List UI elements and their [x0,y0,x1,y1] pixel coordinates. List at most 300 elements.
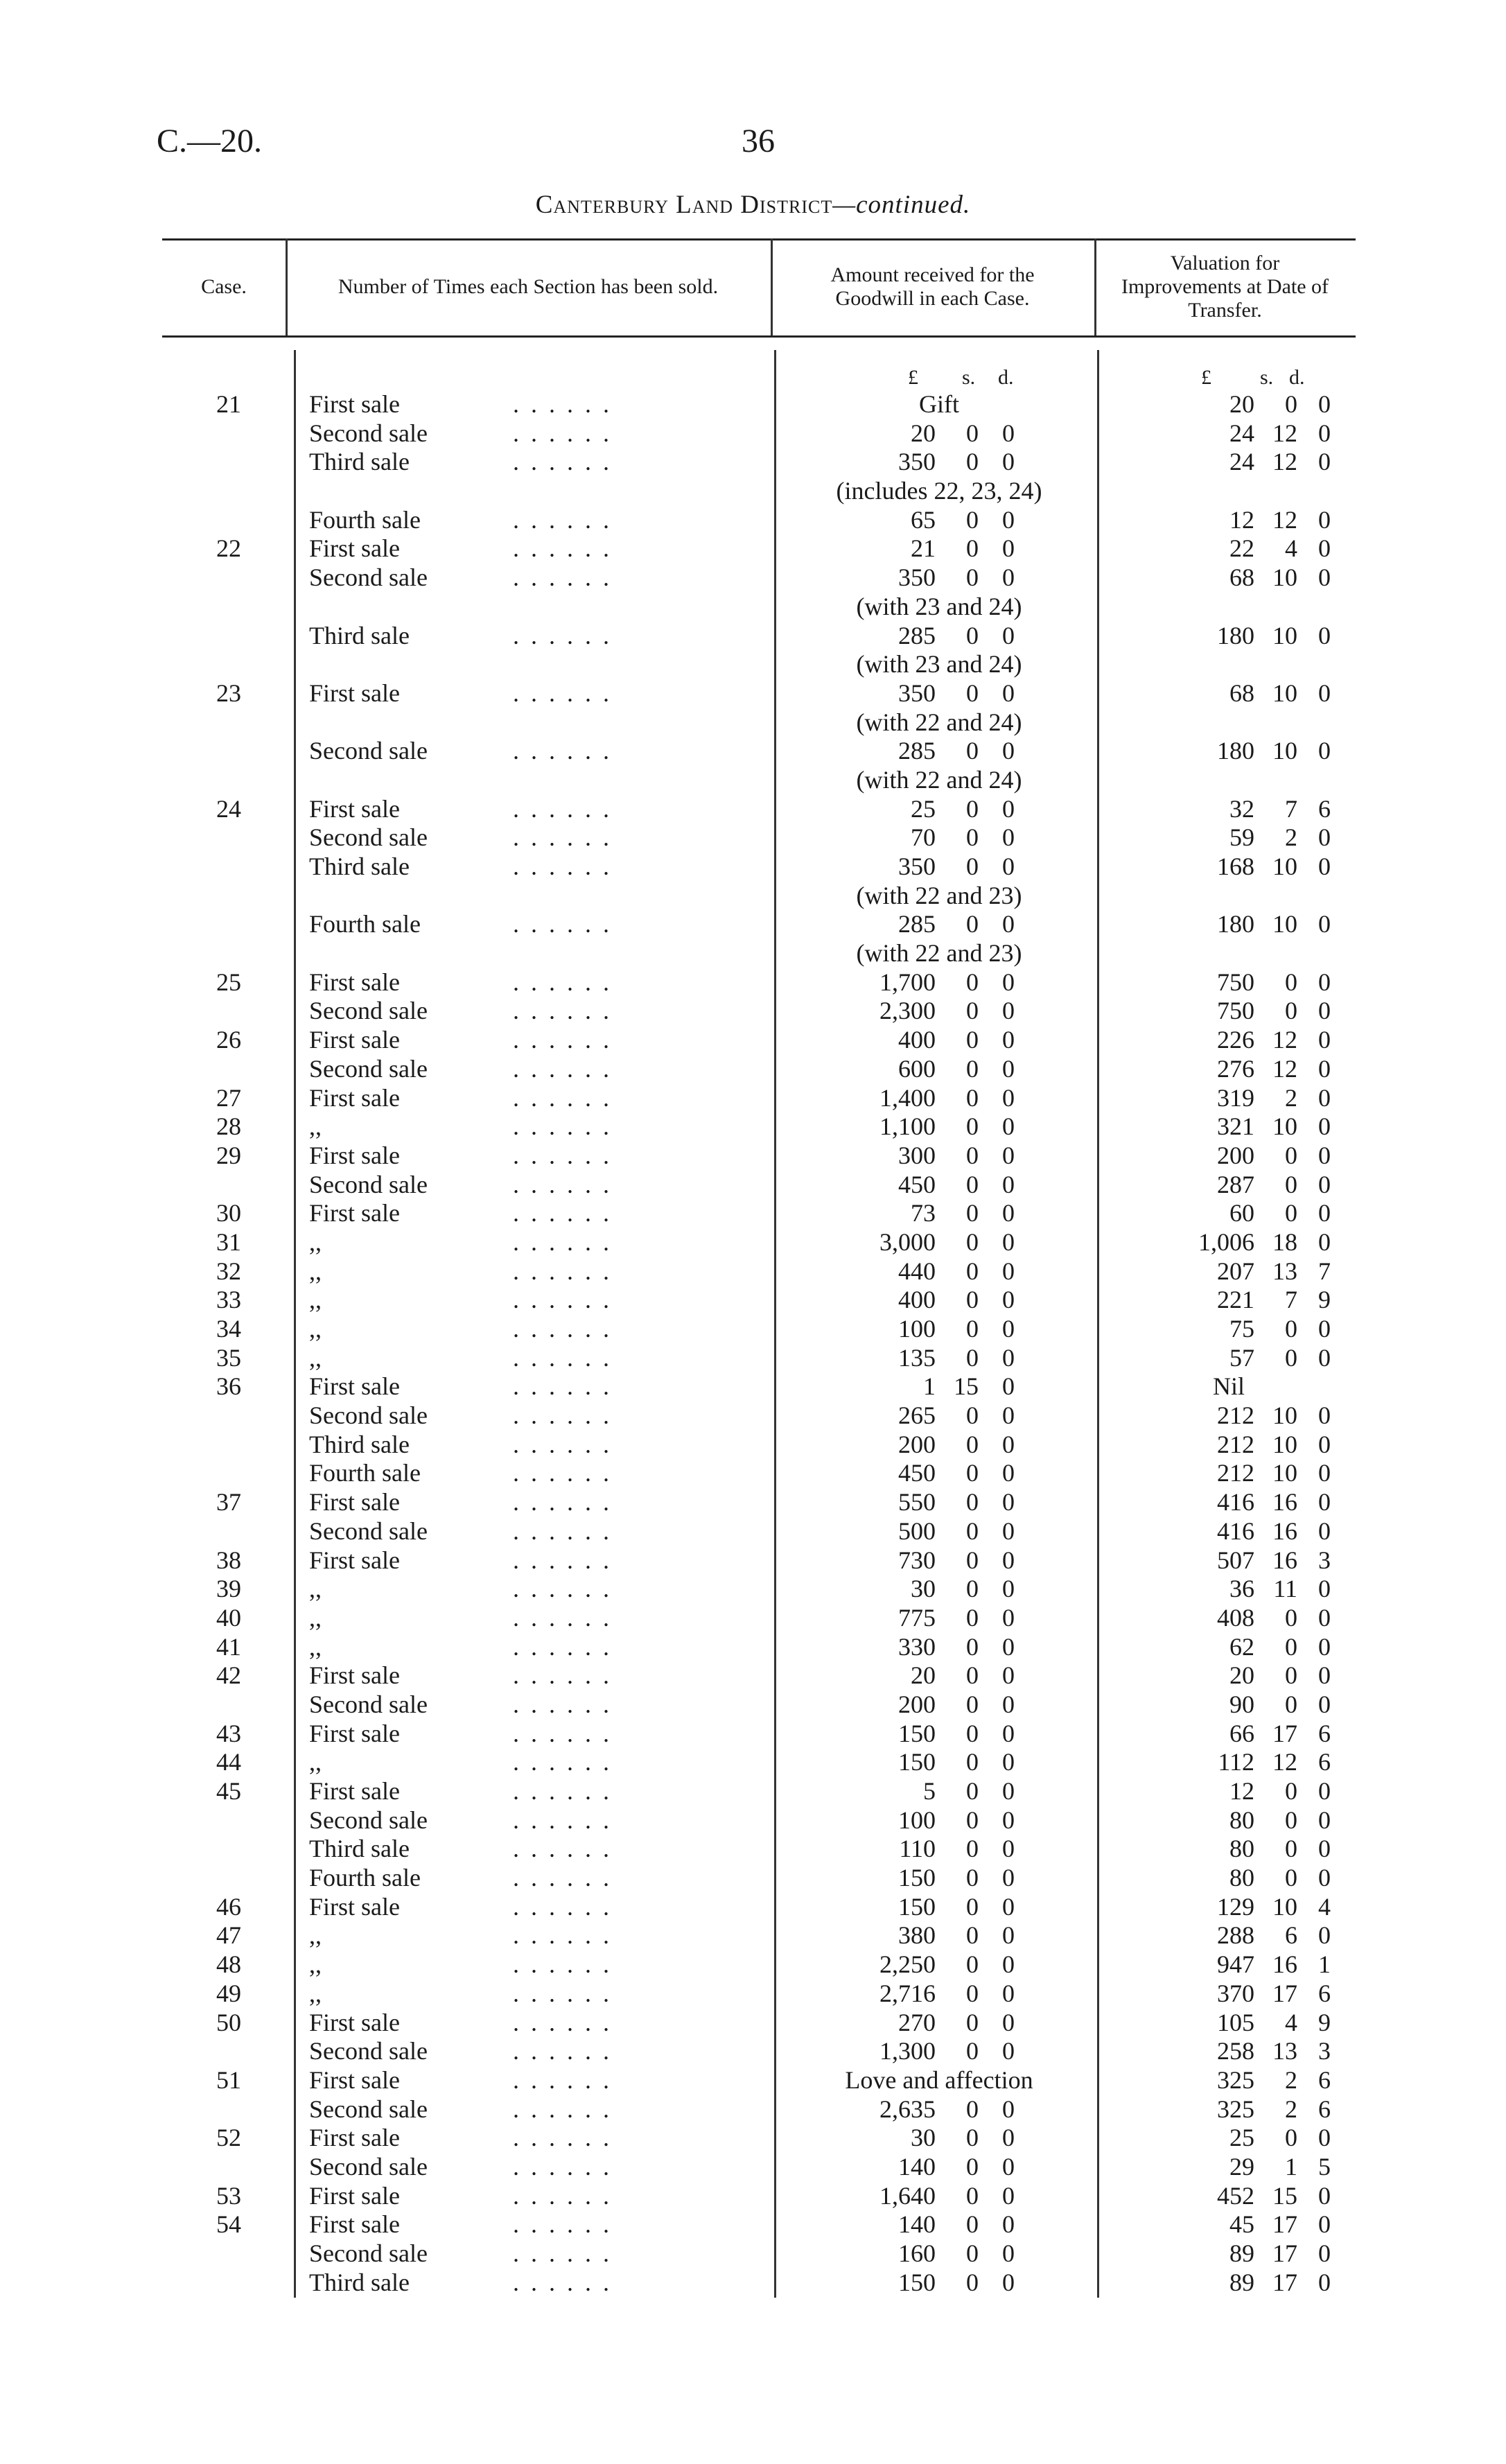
valuation-pence: 0 [1318,2124,1331,2152]
valuation-pence: 6 [1318,794,1331,823]
amount-shillings: 0 [966,1632,979,1661]
valuation-pounds: 212 [1217,1459,1254,1487]
amount-pounds: 140 [898,2152,936,2181]
amount-shillings: 0 [966,997,979,1025]
amount-pence: 0 [1002,1806,1015,1834]
sale-label: ,, [309,1257,322,1285]
table-row [0,1806,1506,1835]
sale-label: ,, [309,1227,322,1256]
amount-pence: 0 [1002,1777,1015,1805]
amount-pounds: 300 [898,1141,936,1169]
valuation-shillings: 12 [1272,1026,1297,1054]
amount-shillings: 0 [966,2008,979,2036]
amount-pence: 0 [1002,1401,1015,1430]
amount-text: (with 22 and 24) [856,708,1022,736]
amount-pence: 0 [1002,2181,1015,2210]
amount-shillings: 0 [966,1921,979,1950]
amount-pence: 0 [1002,2210,1015,2239]
valuation-pence: 3 [1318,1546,1331,1574]
valuation-pounds: 276 [1217,1054,1254,1083]
valuation-shillings: 0 [1285,1835,1297,1863]
valuation-pounds: 36 [1229,1575,1254,1603]
valuation-pounds: 66 [1229,1719,1254,1747]
case-number: 24 [216,794,241,823]
sale-label: Second sale [309,1054,428,1083]
case-number: 47 [216,1921,241,1950]
table-row [0,1459,1506,1488]
valuation-pounds: 1,006 [1198,1227,1254,1256]
amount-shillings: 0 [966,1488,979,1517]
amount-pounds: 550 [898,1488,936,1517]
valuation-shillings: 10 [1272,621,1297,649]
sale-label: ,, [309,1979,322,2007]
amount-pence: 0 [1002,1892,1015,1921]
valuation-pence: 0 [1318,563,1331,592]
table-row [0,1893,1506,1922]
amount-shillings: 0 [966,2239,979,2267]
valuation-shillings: 18 [1272,1227,1297,1256]
sale-label: Second sale [309,1401,428,1430]
amount-pounds: 500 [898,1517,936,1545]
amount-pounds: 2,716 [879,1979,936,2007]
case-number: 53 [216,2181,241,2210]
valuation-pence: 0 [1318,534,1331,563]
amount-pence: 0 [1002,1141,1015,1169]
amount-shillings: 0 [966,1748,979,1776]
amount-shillings: 0 [966,1170,979,1198]
sale-label: Second sale [309,1517,428,1545]
sale-label: First sale [309,1026,400,1054]
leader-dots: . . . . . . [513,823,612,852]
amount-pence: 0 [1002,2008,1015,2036]
valuation-pounds: 947 [1217,1950,1254,1979]
table-row [0,506,1506,535]
amount-pounds: 330 [898,1632,936,1661]
amount-pounds: 140 [898,2210,936,2239]
valuation-shillings: 0 [1285,1864,1297,1892]
amount-pounds: 350 [898,679,936,707]
valuation-pounds: 105 [1217,2008,1254,2036]
table-row [0,563,1506,593]
valuation-pence: 0 [1318,853,1331,880]
valuation-shillings: 17 [1272,1719,1297,1747]
sale-label: First sale [309,1083,400,1112]
title-suffix: —continued. [832,191,971,219]
valuation-pence: 0 [1318,1603,1331,1632]
valuation-pence: 6 [1318,1979,1331,2007]
amount-shillings: 0 [966,1083,979,1112]
sale-label: Fourth sale [309,1864,421,1892]
amount-pence: 0 [1002,1257,1015,1285]
valuation-shillings: 6 [1285,1921,1297,1950]
amount-pounds: 150 [898,1719,936,1747]
table-row [0,2009,1506,2038]
table-row [0,1257,1506,1286]
valuation-pence: 4 [1318,1892,1331,1921]
valuation-pounds: 24 [1229,448,1254,476]
amount-pence: 0 [1002,1286,1015,1314]
table-row [0,1777,1506,1806]
leader-dots: . . . . . . [513,853,612,880]
valuation-shillings: 0 [1285,968,1297,996]
leader-dots: . . . . . . [513,1835,612,1863]
leader-dots: . . . . . . [513,1575,612,1603]
leader-dots: . . . . . . [513,1690,612,1718]
valuation-shillings: 4 [1285,2008,1297,2036]
amount-pounds: 150 [898,1748,936,1776]
table-row [0,2153,1506,2182]
valuation-pence: 0 [1318,910,1331,938]
valuation-pence: 6 [1318,2095,1331,2123]
sale-label: Second sale [309,1170,428,1198]
valuation-pence: 0 [1318,1806,1331,1834]
amount-pounds: 600 [898,1054,936,1083]
amount-pence: 0 [1002,2268,1015,2296]
valuation-shillings: 12 [1272,1748,1297,1776]
table-row [0,679,1506,708]
sale-label: ,, [309,1315,322,1343]
amount-pounds: 285 [898,910,936,938]
valuation-pounds: 212 [1217,1401,1254,1430]
amount-pounds: 1,700 [879,968,936,996]
table-row [0,650,1506,679]
table-row [0,390,1506,419]
table-row [0,622,1506,651]
valuation-pence: 0 [1318,1488,1331,1517]
table-row [0,1835,1506,1864]
valuation-shillings: 0 [1285,1603,1297,1632]
valuation-shillings: 16 [1272,1488,1297,1517]
amount-shillings: 0 [966,2037,979,2065]
valuation-pence: 0 [1318,997,1331,1025]
leader-dots: . . . . . . [513,1430,612,1458]
sale-label: ,, [309,1343,322,1372]
sale-label: First sale [309,1719,400,1747]
table-row [0,1864,1506,1893]
leader-dots: . . . . . . [513,2210,612,2239]
valuation-unit-pence: d. [1289,366,1305,389]
amount-pence: 0 [1002,1026,1015,1054]
valuation-pounds: 180 [1217,621,1254,649]
sale-label: First sale [309,679,400,707]
case-number: 46 [216,1892,241,1921]
valuation-pence: 0 [1318,1777,1331,1805]
amount-pounds: 150 [898,2268,936,2296]
table-row [0,1921,1506,1950]
valuation-shillings: 12 [1272,1054,1297,1083]
valuation-pence: 0 [1318,1112,1331,1141]
case-number: 48 [216,1950,241,1979]
amount-pounds: 1,640 [879,2181,936,2210]
case-number: 30 [216,1199,241,1227]
valuation-pounds: 89 [1229,2239,1254,2267]
amount-pence: 0 [1002,2095,1015,2123]
leader-dots: . . . . . . [513,1719,612,1747]
amount-pounds: 1,300 [879,2037,936,2065]
case-number: 45 [216,1777,241,1805]
amount-pounds: 110 [899,1835,936,1863]
valuation-shillings: 0 [1285,1661,1297,1690]
amount-shillings: 0 [966,1026,979,1054]
valuation-pence: 0 [1318,1315,1331,1343]
leader-dots: . . . . . . [513,1199,612,1227]
valuation-shillings: 0 [1285,2124,1297,2152]
valuation-shillings: 0 [1285,1315,1297,1343]
header-valuation: Valuation for Improvements at Date of Transfer. [1121,252,1329,322]
valuation-pence: 1 [1318,1950,1331,1979]
valuation-pence: 0 [1318,1227,1331,1256]
valuation-shillings: 17 [1272,2268,1297,2296]
sale-label: ,, [309,1950,322,1979]
table-row [0,2182,1506,2211]
leader-dots: . . . . . . [513,1315,612,1343]
valuation-pounds: 408 [1217,1603,1254,1632]
amount-pounds: 775 [898,1603,936,1632]
leader-dots: . . . . . . [513,621,612,649]
valuation-pence: 0 [1318,1401,1331,1430]
case-number: 35 [216,1343,241,1372]
case-number: 50 [216,2008,241,2036]
table-row [0,1980,1506,2009]
leader-dots: . . . . . . [513,1603,612,1632]
valuation-pounds: 59 [1229,823,1254,852]
valuation-pounds: 68 [1229,679,1254,707]
page-number: 36 [742,123,775,159]
valuation-shillings: 2 [1285,2095,1297,2123]
valuation-pounds: 129 [1217,1892,1254,1921]
amount-shillings: 0 [966,823,979,852]
amount-text: (with 22 and 23) [856,939,1022,968]
table-row [0,593,1506,622]
table-row [0,1112,1506,1142]
amount-shillings: 0 [966,1806,979,1834]
table-title [0,190,1506,220]
valuation-pence: 9 [1318,2008,1331,2036]
amount-shillings: 0 [966,2210,979,2239]
amount-pounds: 65 [911,505,936,534]
valuation-pence: 0 [1318,1343,1331,1372]
valuation-pence: 0 [1318,1459,1331,1487]
amount-pence: 0 [1002,1054,1015,1083]
amount-pence: 0 [1002,1979,1015,2007]
valuation-pounds: 168 [1217,853,1254,880]
amount-pounds: 285 [898,737,936,765]
leader-dots: . . . . . . [513,1921,612,1950]
amount-shillings: 0 [966,1141,979,1169]
sale-label: First sale [309,968,400,996]
case-number: 32 [216,1257,241,1285]
amount-pounds: 400 [898,1286,936,1314]
amount-pence: 0 [1002,1661,1015,1690]
case-number: 27 [216,1083,241,1112]
valuation-pence: 0 [1318,1199,1331,1227]
amount-pounds: 200 [898,1690,936,1718]
valuation-pounds: 750 [1217,997,1254,1025]
valuation-shillings: 10 [1272,1401,1297,1430]
amount-text: (with 22 and 23) [856,881,1022,909]
leader-dots: . . . . . . [513,1892,612,1921]
case-number: 25 [216,968,241,996]
valuation-shillings: 0 [1285,1777,1297,1805]
valuation-pounds: 62 [1229,1632,1254,1661]
valuation-unit-pound: £ [1201,366,1211,389]
valuation-pence: 0 [1318,1632,1331,1661]
amount-shillings: 0 [966,1343,979,1372]
amount-pence: 0 [1002,1603,1015,1632]
valuation-shillings: 2 [1285,823,1297,852]
sale-label: First sale [309,1661,400,1690]
sale-label: ,, [309,1632,322,1661]
table-row [0,2239,1506,2269]
valuation-pounds: 80 [1229,1835,1254,1863]
valuation-shillings: 10 [1272,1112,1297,1141]
valuation-shillings: 2 [1285,1083,1297,1112]
amount-pounds: 5 [923,1777,936,1805]
leader-dots: . . . . . . [513,2065,612,2094]
valuation-shillings: 0 [1285,1806,1297,1834]
leader-dots: . . . . . . [513,505,612,534]
amount-pence: 0 [1002,1199,1015,1227]
valuation-shillings: 13 [1272,1257,1297,1285]
sale-label: First sale [309,1141,400,1169]
leader-dots: . . . . . . [513,2239,612,2267]
amount-pence: 0 [1002,2239,1015,2267]
leader-dots: . . . . . . [513,448,612,476]
case-number: 28 [216,1112,241,1141]
table-row [0,477,1506,506]
amount-text: (with 23 and 24) [856,650,1022,679]
leader-dots: . . . . . . [513,2037,612,2065]
table-row [0,419,1506,448]
table-row [0,968,1506,997]
valuation-shillings: 10 [1272,910,1297,938]
amount-shillings: 15 [954,1372,979,1401]
amount-pounds: 150 [898,1892,936,1921]
leader-dots: . . . . . . [513,1343,612,1372]
sale-label: ,, [309,1575,322,1603]
table-row [0,1488,1506,1517]
amount-pence: 0 [1002,794,1015,823]
amount-shillings: 0 [966,1777,979,1805]
case-number: 41 [216,1632,241,1661]
valuation-unit-shilling: s. [1260,366,1274,389]
amount-pence: 0 [1002,1748,1015,1776]
amount-shillings: 0 [966,1257,979,1285]
amount-pence: 0 [1002,1430,1015,1458]
amount-text: Love and affection [845,2065,1033,2094]
sale-label: Third sale [309,621,410,649]
table-row [0,2210,1506,2239]
amount-pounds: 2,300 [879,997,936,1025]
amount-pence: 0 [1002,534,1015,563]
amount-shillings: 0 [966,1661,979,1690]
amount-pounds: 440 [898,1257,936,1285]
amount-pence: 0 [1002,419,1015,447]
valuation-pence: 0 [1318,2239,1331,2267]
valuation-pounds: 226 [1217,1026,1254,1054]
leader-dots: . . . . . . [513,1286,612,1314]
valuation-pounds: 319 [1217,1083,1254,1112]
case-number: 26 [216,1026,241,1054]
leader-dots: . . . . . . [513,2181,612,2210]
valuation-pounds: 80 [1229,1806,1254,1834]
table-row [0,2037,1506,2066]
sale-label: Third sale [309,1835,410,1863]
sale-label: Third sale [309,1430,410,1458]
amount-pence: 0 [1002,1372,1015,1401]
amount-pounds: 270 [898,2008,936,2036]
valuation-shillings: 0 [1285,1199,1297,1227]
valuation-shillings: 13 [1272,2037,1297,2065]
case-number: 36 [216,1372,241,1401]
valuation-pence: 0 [1318,2210,1331,2239]
amount-pounds: 400 [898,1026,936,1054]
amount-pence: 0 [1002,2124,1015,2152]
valuation-pence: 3 [1318,2037,1331,2065]
amount-pence: 0 [1002,1488,1015,1517]
valuation-pounds: 207 [1217,1257,1254,1285]
amount-shillings: 0 [966,1286,979,1314]
leader-dots: . . . . . . [513,997,612,1025]
valuation-shillings: 17 [1272,2210,1297,2239]
sale-label: Second sale [309,823,428,852]
leader-dots: . . . . . . [513,1546,612,1574]
valuation-pounds: 29 [1229,2152,1254,2181]
amount-text: Gift [919,390,959,418]
table-row [0,2269,1506,2298]
amount-pence: 0 [1002,1690,1015,1718]
valuation-pence: 0 [1318,505,1331,534]
table-row [0,1055,1506,1084]
valuation-pounds: 452 [1217,2181,1254,2210]
table-body [0,390,1506,2297]
valuation-shillings: 0 [1285,1632,1297,1661]
leader-dots: . . . . . . [513,1372,612,1401]
leader-dots: . . . . . . [513,2124,612,2152]
amount-pounds: 70 [911,823,936,852]
valuation-pounds: 750 [1217,968,1254,996]
sale-label: ,, [309,1921,322,1950]
sale-label: First sale [309,1892,400,1921]
valuation-text: Nil [1213,1372,1245,1401]
sale-label: ,, [309,1603,322,1632]
valuation-pence: 0 [1318,390,1331,418]
valuation-shillings: 4 [1285,534,1297,563]
leader-dots: . . . . . . [513,1112,612,1141]
table-row [0,1950,1506,1980]
amount-shillings: 0 [966,2124,979,2152]
leader-dots: . . . . . . [513,2152,612,2181]
valuation-pounds: 90 [1229,1690,1254,1718]
amount-pence: 0 [1002,1921,1015,1950]
leader-dots: . . . . . . [513,1141,612,1169]
case-number: 49 [216,1979,241,2007]
table-row [0,708,1506,737]
case-number: 51 [216,2065,241,2094]
valuation-pounds: 212 [1217,1430,1254,1458]
valuation-pounds: 45 [1229,2210,1254,2239]
valuation-shillings: 10 [1272,563,1297,592]
valuation-pence: 0 [1318,2268,1331,2296]
leader-dots: . . . . . . [513,1401,612,1430]
amount-shillings: 0 [966,1835,979,1863]
amount-pence: 0 [1002,563,1015,592]
table-row [0,2095,1506,2124]
valuation-pence: 0 [1318,1921,1331,1950]
valuation-pounds: 25 [1229,2124,1254,2152]
valuation-pence: 0 [1318,1661,1331,1690]
table-row [0,1604,1506,1633]
